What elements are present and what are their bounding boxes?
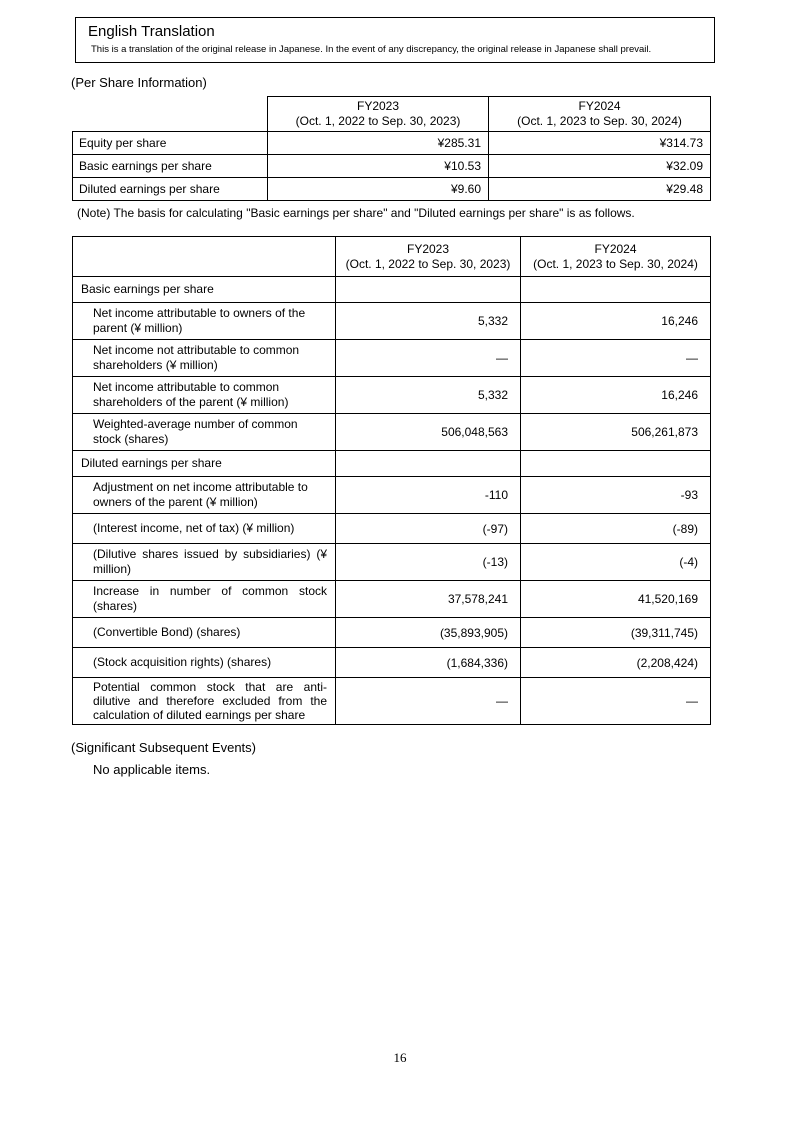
row-label: Diluted earnings per share: [73, 451, 336, 477]
per-share-information-heading: (Per Share Information): [71, 75, 207, 90]
value-fy2024: ¥32.09: [489, 155, 711, 178]
value-fy2024: -93: [521, 477, 711, 514]
table-row: [73, 132, 711, 155]
value-fy2024: 16,246: [521, 377, 711, 414]
per-share-table: [72, 96, 711, 201]
row-label: Adjustment on net income attributable to owners of the parent (¥ million): [73, 477, 336, 514]
row-label: Increase in number of common stock (shares): [73, 581, 336, 618]
fy-period: (Oct. 1, 2023 to Sep. 30, 2024): [517, 114, 682, 128]
value-fy2024: (39,311,745): [521, 618, 711, 648]
corner-cell: [73, 97, 268, 132]
table-row: [73, 514, 711, 544]
row-label: (Stock acquisition rights) (shares): [73, 648, 336, 678]
value-fy2024: 506,261,873: [521, 414, 711, 451]
value-fy2023: (35,893,905): [336, 618, 521, 648]
value-fy2023: —: [336, 678, 521, 725]
table-row: [73, 377, 711, 414]
col-header-fy2024: [489, 97, 711, 132]
value-fy2023: [336, 277, 521, 303]
row-label: (Dilutive shares issued by subsidiaries) (¥ million): [73, 544, 336, 581]
header-title: English Translation: [88, 23, 215, 40]
section-row-basic-eps: [73, 277, 711, 303]
fy-period: (Oct. 1, 2022 to Sep. 30, 2023): [345, 256, 511, 271]
fy-title: FY2024: [578, 99, 621, 113]
value-fy2024: ¥314.73: [489, 132, 711, 155]
value-fy2023: (-97): [336, 514, 521, 544]
table-row: [73, 618, 711, 648]
value-fy2024: [521, 451, 711, 477]
corner-cell: [73, 237, 336, 277]
section-row-diluted-eps: [73, 451, 711, 477]
value-fy2024: (-4): [521, 544, 711, 581]
table-header-row: [73, 237, 711, 277]
value-fy2023: 506,048,563: [336, 414, 521, 451]
row-label: (Interest income, net of tax) (¥ million): [73, 514, 336, 544]
fy-title: FY2023: [406, 241, 450, 256]
basis-of-calculation-table: [72, 236, 711, 725]
table-row: [73, 581, 711, 618]
value-fy2023: 5,332: [336, 303, 521, 340]
value-fy2024: —: [521, 678, 711, 725]
table-row: [73, 544, 711, 581]
no-applicable-items-text: No applicable items.: [93, 762, 211, 777]
table-row: [73, 477, 711, 514]
row-label: Diluted earnings per share: [73, 178, 268, 201]
table-row: [73, 155, 711, 178]
value-fy2024: (-89): [521, 514, 711, 544]
value-fy2024: [521, 277, 711, 303]
fy-title: FY2024: [594, 241, 637, 256]
row-label: Net income attributable to owners of the parent (¥ million): [73, 303, 336, 340]
value-fy2023: ¥10.53: [268, 155, 489, 178]
table-row: [73, 340, 711, 377]
subsequent-events-heading: (Significant Subsequent Events): [71, 740, 256, 755]
value-fy2024: ¥29.48: [489, 178, 711, 201]
row-label: Weighted-average number of common stock (shares): [73, 414, 336, 451]
row-label: Basic earnings per share: [73, 155, 268, 178]
value-fy2023: (-13): [336, 544, 521, 581]
note-text: (Note) The basis for calculating "Basic earnings per share" and "Diluted earnings per share" is as follows.: [77, 206, 635, 220]
value-fy2024: 41,520,169: [521, 581, 711, 618]
row-label: Basic earnings per share: [73, 277, 336, 303]
fy-period: (Oct. 1, 2023 to Sep. 30, 2024): [533, 256, 698, 271]
col-header-fy2024: [521, 237, 711, 277]
table-row: [73, 303, 711, 340]
value-fy2023: ¥9.60: [268, 178, 489, 201]
row-label: (Convertible Bond) (shares): [73, 618, 336, 648]
table-row: [73, 414, 711, 451]
table-header-row: [73, 97, 711, 132]
value-fy2024: (2,208,424): [521, 648, 711, 678]
value-fy2023: 37,578,241: [336, 581, 521, 618]
value-fy2023: 5,332: [336, 377, 521, 414]
row-label: Potential common stock that are anti-dilutive and therefore excluded from the calculation of diluted earnings per share: [73, 678, 336, 725]
table-row: [73, 678, 711, 725]
fy-title: FY2023: [356, 99, 400, 113]
fy-period: (Oct. 1, 2022 to Sep. 30, 2023): [295, 114, 461, 128]
value-fy2023: -110: [336, 477, 521, 514]
value-fy2023: ¥285.31: [268, 132, 489, 155]
col-header-fy2023: [336, 237, 521, 277]
table-row: [73, 178, 711, 201]
value-fy2024: 16,246: [521, 303, 711, 340]
value-fy2023: —: [336, 340, 521, 377]
table-row: [73, 648, 711, 678]
value-fy2023: (1,684,336): [336, 648, 521, 678]
value-fy2023: [336, 451, 521, 477]
row-label: Net income attributable to common shareholders of the parent (¥ million): [73, 377, 336, 414]
value-fy2024: —: [521, 340, 711, 377]
row-label: Net income not attributable to common shareholders (¥ million): [73, 340, 336, 377]
page-number: 16: [393, 1050, 407, 1065]
english-translation-box: [75, 17, 715, 63]
col-header-fy2023: [268, 97, 489, 132]
header-subtitle: This is a translation of the original release in Japanese. In the event of any discrepancy, the original release in Japanese shall prevail.: [91, 44, 652, 55]
row-label: Equity per share: [73, 132, 268, 155]
